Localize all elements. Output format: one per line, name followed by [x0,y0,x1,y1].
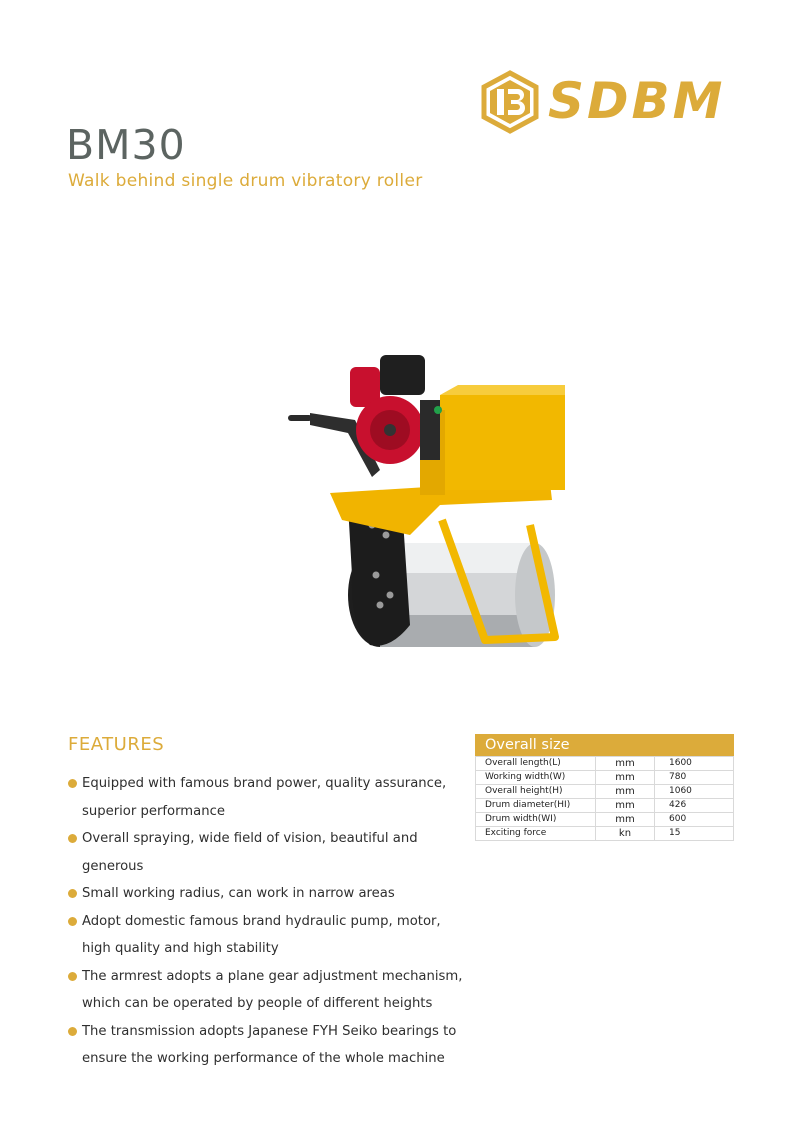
bullet-dot-icon [68,834,77,843]
feature-text-continued: ensure the working performance of the whole machine [82,1051,445,1066]
feature-text: Overall spraying, wide field of vision, beautiful and [82,831,418,846]
spec-label: Drum diameter(HI) [476,799,596,813]
feature-item [66,908,466,963]
bullet-dot-icon [68,889,77,898]
spec-table-title: Overall size [475,734,734,756]
product-model: BM30 [66,121,186,169]
bullet-dot-icon [68,972,77,981]
bullet-dot-icon [68,779,77,788]
table-row [476,813,734,827]
spec-unit: mm [596,785,655,799]
brand-name: SDBM [548,72,726,130]
spec-value: 600 [655,813,734,827]
table-row [476,827,734,841]
spec-label: Overall length(L) [476,757,596,771]
spec-unit: mm [596,799,655,813]
feature-text: Equipped with famous brand power, quality assurance, [82,776,447,791]
feature-text: Small working radius, can work in narrow areas [82,886,395,901]
feature-text-continued: superior performance [82,803,225,819]
table-row [476,785,734,799]
spec-value: 1600 [655,757,734,771]
spec-table [475,734,734,841]
feature-item [66,880,466,908]
features-list [66,770,466,1073]
spec-value: 15 [655,827,734,841]
feature-item [66,1018,466,1073]
feature-item [66,963,466,1018]
vibratory-roller-image [280,345,580,655]
spec-label: Overall height(H) [476,785,596,799]
feature-item [66,770,466,825]
feature-text: The transmission adopts Japanese FYH Seiko bearings to [82,1023,457,1039]
spec-unit: mm [596,813,655,827]
product-subtitle: Walk behind single drum vibratory roller [68,171,423,191]
spec-label: Drum width(WI) [476,813,596,827]
spec-unit: mm [596,757,655,771]
spec-value: 1060 [655,785,734,799]
feature-text-continued: which can be operated by people of different heights [82,996,433,1011]
bullet-dot-icon [68,1027,77,1036]
table-row [476,799,734,813]
spec-rows [475,756,734,841]
table-row [476,757,734,771]
feature-text: The armrest adopts a plane gear adjustment mechanism, [82,968,463,984]
feature-text: Adopt domestic famous brand hydraulic pump, motor, [82,913,441,929]
spec-label: Working width(W) [476,771,596,785]
feature-text-continued: generous [82,858,144,874]
feature-item [66,825,466,880]
spec-value: 426 [655,799,734,813]
features-heading: FEATURES [68,734,165,755]
table-row [476,771,734,785]
spec-value: 780 [655,771,734,785]
feature-text-continued: high quality and high stability [82,941,279,956]
spec-label: Exciting force [476,827,596,841]
spec-unit: kn [596,827,655,841]
spec-unit: mm [596,771,655,785]
bullet-dot-icon [68,917,77,926]
